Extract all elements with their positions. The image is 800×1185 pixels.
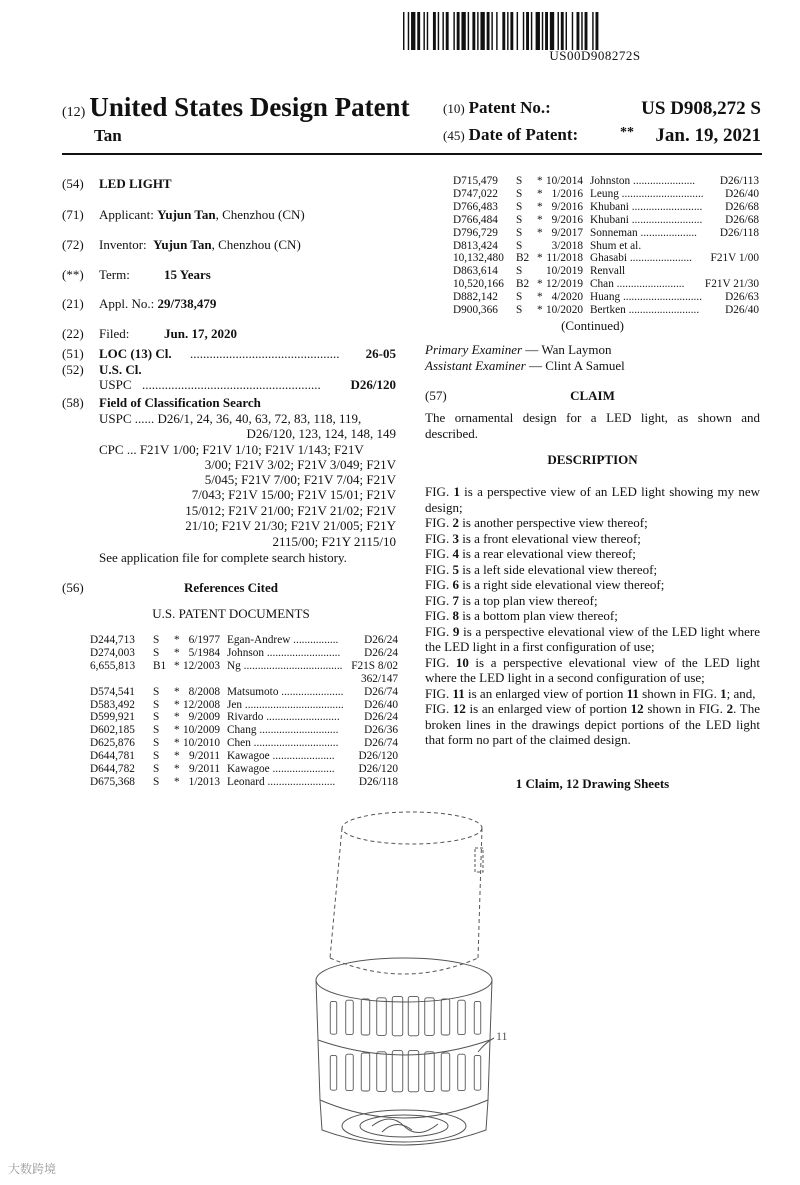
description-item: FIG. 3 is a front elevational view thereof; [425, 530, 641, 546]
barcode-bar [542, 12, 543, 50]
reference-date: 12/2008 [182, 698, 220, 711]
description-item: FIG. 1 is a perspective view of an LED light showing my new design; [425, 484, 760, 515]
reference-star: * [174, 724, 180, 737]
reference-row [90, 647, 398, 660]
reference-row [453, 214, 759, 227]
barcode-bar [477, 12, 478, 50]
claims-drawing-sheets: 1 Claim, 12 Drawing Sheets [515, 776, 670, 791]
cage-slot [458, 1000, 466, 1034]
cage-slot [441, 999, 450, 1035]
patent-number-line: (10) Patent No.: US D908,272 S [443, 98, 761, 119]
reference-name: Leonard ........................ [227, 775, 336, 788]
reference-cls: D26/118 [358, 775, 398, 788]
reference-cls: D26/24 [364, 646, 398, 659]
reference-date: 11/2018 [546, 252, 583, 265]
cage-slot [408, 997, 419, 1036]
reference-no: 6,655,813 [90, 659, 136, 672]
reference-date: 1/2016 [551, 187, 583, 200]
reference-date: 10/2019 [545, 265, 583, 278]
reference-no: D274,003 [90, 646, 135, 659]
cage-slot [346, 1054, 354, 1090]
description-item: FIG. 9 is a perspective elevational view of the LED light where the LED light in a first configuration of use; [425, 623, 760, 654]
reference-star: * [174, 737, 180, 750]
reference-date: 9/2009 [188, 711, 220, 724]
reference-cls: D26/68 [725, 200, 759, 213]
barcode-bar [403, 12, 404, 50]
reference-star: * [537, 304, 543, 316]
reference-star: * [537, 278, 543, 291]
barcode-bar [561, 12, 564, 50]
reference-kind: S [516, 226, 523, 239]
reference-date: 10/2014 [545, 175, 583, 187]
reference-date: 12/2019 [545, 278, 583, 291]
reference-no: D747,022 [453, 187, 498, 200]
reference-no: D675,368 [90, 775, 135, 788]
barcode-bar [581, 12, 582, 50]
reference-name: Bertken ......................... [590, 304, 700, 316]
cage-slot [474, 1001, 481, 1034]
date-of-patent: Jan. 19, 2021 [655, 125, 761, 146]
reference-cls: D26/113 [719, 175, 759, 187]
date-stars: ** [620, 125, 634, 140]
reference-row [453, 240, 759, 253]
date-of-patent-line: (45) Date of Patent: ** Jan. 19, 2021 [443, 125, 761, 146]
reference-date: 9/2011 [189, 763, 220, 775]
reference-row [90, 724, 398, 737]
description-item: FIG. 8 is a bottom plan view thereof; [425, 608, 618, 623]
reference-cls: D26/118 [719, 226, 759, 239]
reference-kind: S [516, 187, 523, 200]
reference-kind: S [153, 646, 160, 659]
description-item: FIG. 5 is a left side elevational view thereof; [425, 561, 658, 577]
reference-no: D863,614 [453, 265, 498, 278]
footer-watermark: 大数跨境 [8, 1162, 57, 1176]
reference-cls: D26/40 [725, 187, 759, 200]
reference-kind: S [516, 213, 523, 226]
drawing-label-11: 11 [496, 1029, 508, 1043]
reference-name: Khubani ......................... [590, 200, 703, 213]
reference-no: D574,541 [90, 685, 135, 698]
cage-slot [361, 1053, 370, 1091]
reference-row [90, 750, 398, 763]
reference-row [453, 252, 759, 265]
cage-slot [425, 998, 435, 1036]
reference-name: Chen .............................. [227, 737, 339, 750]
claim-text: The ornamental design for a LED light, as shown and described. [425, 410, 760, 441]
barcode [403, 12, 758, 50]
cage-slot [346, 1000, 354, 1034]
cage-slot [330, 1055, 337, 1090]
barcode-bar [510, 12, 513, 50]
reference-date: 6/1977 [188, 634, 220, 646]
cage-slot [474, 1055, 481, 1090]
reference-date: 12/2003 [182, 659, 220, 672]
cage-slot [377, 1052, 387, 1092]
reference-name: Shum et al. [590, 239, 642, 252]
reference-no: D644,782 [90, 763, 135, 775]
barcode-bar [472, 12, 475, 50]
reference-cls: F21V 1/00 [710, 252, 759, 265]
reference-no: 10,132,480 [453, 252, 504, 265]
reference-no: D599,921 [90, 711, 135, 724]
assistant-examiner: Assistant Examiner — Clint A Samuel [425, 358, 625, 373]
description-item: FIG. 10 is a perspective elevational view of the LED light where the LED light in a second configuration of use; [425, 654, 761, 685]
reference-kind: S [153, 763, 160, 775]
reference-name: Chang ............................ [227, 724, 339, 737]
cage-slot [361, 999, 370, 1035]
barcode-bar [558, 12, 559, 50]
cage-slot [330, 1001, 337, 1034]
reference-row [453, 201, 759, 214]
reference-no: D625,876 [90, 737, 135, 750]
reference-kind: S [153, 750, 160, 763]
reference-row [90, 699, 398, 712]
barcode-bar [592, 12, 593, 50]
reference-cls: D26/68 [725, 213, 759, 226]
reference-star: * [537, 187, 543, 200]
reference-row [90, 686, 398, 699]
reference-kind: S [153, 775, 160, 788]
reference-kind: S [516, 291, 523, 304]
reference-date: 3/2018 [551, 239, 583, 252]
barcode-bar [438, 12, 439, 50]
reference-cls: D26/63 [725, 291, 759, 304]
primary-examiner: Primary Examiner — Wan Laymon [425, 342, 612, 357]
reference-kind: S [153, 724, 160, 737]
reference-date: 9/2011 [189, 750, 220, 763]
reference-kind: B1 [153, 659, 167, 672]
reference-no: D900,366 [453, 304, 498, 316]
barcode-bar [480, 12, 484, 50]
reference-star: * [174, 711, 180, 724]
reference-row [453, 227, 759, 240]
barcode-bar [427, 12, 428, 50]
reference-no: D715,479 [453, 175, 498, 187]
barcode-bar [491, 12, 492, 50]
reference-kind: B2 [516, 252, 530, 265]
reference-name: Sonneman .................... [590, 226, 698, 239]
barcode-bar [531, 12, 532, 50]
description-body [425, 484, 760, 748]
cage-slot [458, 1054, 466, 1090]
barcode-bar [487, 12, 490, 50]
reference-star: * [537, 226, 543, 239]
reference-no: D766,483 [453, 200, 498, 213]
reference-date: 1/2013 [188, 775, 220, 788]
description-heading: DESCRIPTION [547, 452, 638, 467]
description-fig11: FIG. 11 is an enlarged view of portion 11 shown in FIG. 1; and, [425, 685, 756, 701]
barcode-bar [411, 12, 415, 50]
reference-row [90, 711, 398, 724]
reference-star: * [174, 646, 180, 659]
barcode-bar [545, 12, 548, 50]
barcode-bar [496, 12, 497, 50]
reference-name: Johnson .......................... [227, 646, 341, 659]
description-item: FIG. 4 is a rear elevational view thereof; [425, 546, 636, 561]
barcode-bar [461, 12, 465, 50]
barcode-bar [502, 12, 505, 50]
reference-date: 9/2016 [551, 200, 583, 213]
reference-row [453, 175, 759, 188]
reference-star: * [537, 252, 543, 265]
reference-no: D583,492 [90, 698, 135, 711]
reference-name: Khubani ......................... [590, 213, 703, 226]
barcode-bar [572, 12, 573, 50]
barcode-bar [536, 12, 540, 50]
reference-date: 8/2008 [188, 685, 220, 698]
reference-name: Ghasabi ...................... [590, 252, 692, 265]
reference-cls: D26/24 [364, 711, 398, 724]
patent-type-title: (12) United States Design Patent [62, 92, 410, 122]
reference-row [453, 304, 759, 317]
claim-heading: (57) CLAIM [425, 388, 615, 403]
description-item: FIG. 2 is another perspective view thereof; [425, 515, 648, 530]
reference-date: 10/2010 [182, 737, 220, 750]
barcode-bar [566, 12, 567, 50]
barcode-bar [468, 12, 469, 50]
cage-slot [441, 1053, 450, 1091]
reference-kind: S [516, 200, 523, 213]
reference-date: 10/2009 [182, 724, 220, 737]
reference-date: 10/2020 [545, 304, 583, 316]
reference-star: * [174, 763, 180, 775]
reference-row [453, 265, 759, 278]
barcode-bar [408, 12, 409, 50]
reference-date: 9/2016 [551, 213, 583, 226]
reference-no: D882,142 [453, 291, 498, 304]
reference-star: * [174, 659, 180, 672]
reference-name: Huang ............................ [590, 291, 703, 304]
reference-cls: D26/36 [364, 724, 398, 737]
reference-star: * [174, 775, 180, 788]
reference-star: * [537, 175, 543, 187]
led-light-drawing [300, 800, 540, 1160]
reference-star: * [537, 291, 543, 304]
references-continued: (Continued) [561, 318, 624, 333]
reference-kind: S [153, 737, 160, 750]
reference-row [90, 737, 398, 750]
reference-row [90, 763, 398, 776]
reference-name: Matsumoto ...................... [227, 685, 344, 698]
reference-kind: B2 [516, 278, 530, 291]
reference-no: D766,484 [453, 213, 498, 226]
reference-cls: 362/147 [360, 672, 398, 685]
patent-number: US D908,272 S [641, 98, 761, 119]
cage-slot [425, 1052, 435, 1092]
reference-no: D644,781 [90, 750, 135, 763]
reference-kind: S [153, 685, 160, 698]
description-fig12: FIG. 12 is an enlarged view of portion 12 shown in FIG. 2. The broken lines in the drawings depict portions of the LED light that form no part of the claimed design. [425, 701, 761, 747]
reference-row [90, 673, 398, 686]
cage-slot [408, 1051, 419, 1092]
reference-cls: D26/74 [364, 685, 398, 698]
reference-cls: D26/120 [358, 763, 398, 775]
reference-name: Rivardo .......................... [227, 711, 340, 724]
reference-kind: S [516, 239, 523, 252]
reference-row [453, 188, 759, 201]
reference-no: D796,729 [453, 226, 498, 239]
reference-cls: D26/120 [358, 750, 398, 763]
inventor-surname: Tan [94, 126, 122, 145]
header-rule [62, 153, 762, 155]
cage-slot [377, 998, 387, 1036]
barcode-bar [433, 12, 436, 50]
barcode-bar [585, 12, 588, 50]
reference-cls: F21V 21/30 [704, 278, 759, 291]
reference-name: Kawagoe ...................... [227, 763, 335, 775]
reference-kind: S [153, 711, 160, 724]
reference-row [453, 278, 759, 291]
barcode-bar [507, 12, 508, 50]
reference-star: * [174, 698, 180, 711]
barcode-bar [526, 12, 529, 50]
reference-name: Kawagoe ...................... [227, 750, 335, 763]
reference-date: 4/2020 [551, 291, 583, 304]
barcode-bar [442, 12, 443, 50]
description-item: FIG. 7 is a top plan view thereof; [425, 592, 598, 608]
reference-star: * [174, 634, 180, 646]
barcode-bar [550, 12, 554, 50]
reference-star: * [174, 685, 180, 698]
reference-kind: S [516, 175, 523, 187]
reference-no: D813,424 [453, 239, 498, 252]
reference-name: Johnston ...................... [590, 175, 696, 187]
reference-no: D602,185 [90, 724, 135, 737]
reference-star: * [537, 213, 543, 226]
reference-cls: F21S 8/02 [351, 659, 398, 672]
reference-row [90, 776, 398, 789]
barcode-bar [453, 12, 454, 50]
reference-date: 9/2017 [551, 226, 583, 239]
reference-star: * [174, 750, 180, 763]
barcode-bar [577, 12, 580, 50]
reference-name: Leung ............................. [590, 187, 704, 200]
reference-cls: D26/74 [364, 737, 398, 750]
reference-cls: D26/40 [364, 698, 398, 711]
reference-name: Chan ........................ [590, 278, 685, 291]
reference-kind: S [516, 304, 523, 316]
barcode-bar [523, 12, 524, 50]
publication-number: US00D908272S [549, 48, 641, 63]
barcode-bar [457, 12, 460, 50]
reference-date: 5/1984 [188, 646, 220, 659]
barcode-bar [423, 12, 424, 50]
reference-row [90, 660, 398, 673]
reference-row [90, 634, 398, 647]
reference-kind: S [153, 634, 160, 646]
reference-kind: S [516, 265, 523, 278]
reference-cls: D26/24 [364, 634, 398, 646]
reference-name: Jen ................................... [227, 698, 344, 711]
barcode-bar [517, 12, 518, 50]
reference-no: D244,713 [90, 634, 135, 646]
reference-name: Egan-Andrew ................ [227, 634, 339, 646]
reference-cls: D26/40 [725, 304, 759, 316]
cage-slot [392, 1051, 403, 1092]
reference-star: * [537, 200, 543, 213]
reference-name: Renvall [590, 265, 626, 278]
reference-row [453, 291, 759, 304]
reference-name: Ng ................................... [227, 659, 343, 672]
reference-kind: S [153, 698, 160, 711]
reference-no: 10,520,166 [453, 278, 504, 291]
barcode-bar [417, 12, 420, 50]
barcode-bar [446, 12, 449, 50]
barcode-bar [596, 12, 599, 50]
description-item: FIG. 6 is a right side elevational view thereof; [425, 577, 665, 592]
